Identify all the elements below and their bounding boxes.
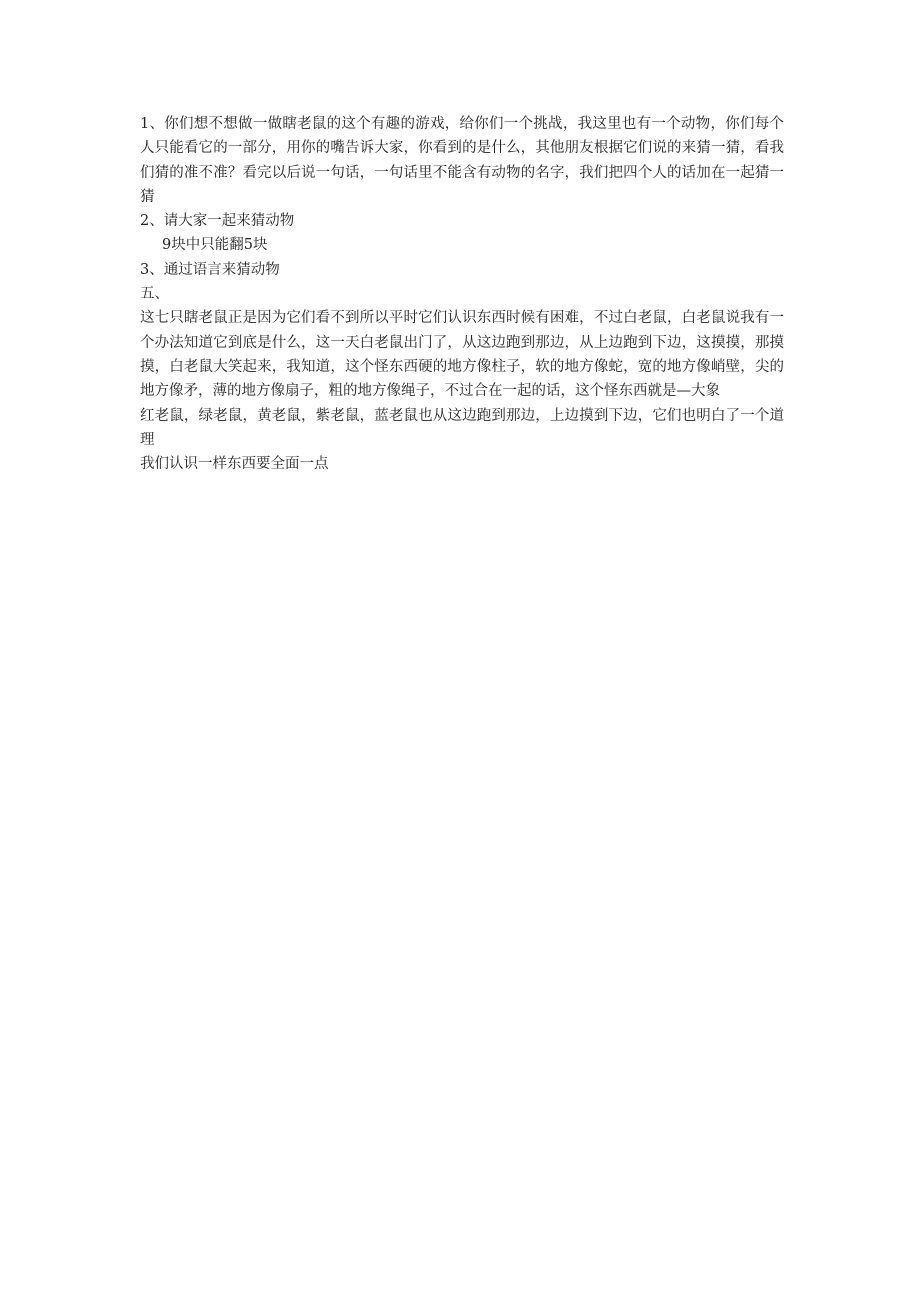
paragraph-story: 这七只瞎老鼠正是因为它们看不到所以平时它们认识东西时候有困难，不过白老鼠，白老鼠说我有一个办法知道它到底是什么，这一天白老鼠出门了，从这边跑到那边，从上边跑到下边，这摸摸，那摸摸，白老鼠大笑起来，我知道，这个怪东西硬的地方像柱子，软的地方像蛇，宽的地方像峭壁，尖的地方像矛，薄的地方像扇子，粗的地方像绳子，不过合在一起的话，这个怪东西就是—大象 [140, 310, 784, 400]
paragraph-other-mice: 红老鼠，绿老鼠，黄老鼠，紫老鼠，蓝老鼠也从这边跑到那边，上边摸到下边，它们也明白了一个道理 [140, 407, 784, 448]
paragraph-tile-rule: 9块中只能翻5块 [162, 237, 268, 254]
paragraph-activity-1: 1、你们想不想做一做瞎老鼠的这个有趣的游戏，给你们一个挑战，我这里也有一个动物，你们每个人只能看它的一部分，用你的嘴告诉大家，你看到的是什么，其他朋友根据它们说的来猜一猜，看我们猜的准不准？看完以后说一句话，一句话里不能含有动物的名字，我们把四个人的话加在一起猜一猜 [140, 116, 784, 205]
paragraph-activity-2: 2、请大家一起来猜动物 [140, 213, 295, 230]
paragraph-activity-3: 3、通过语言来猜动物 [140, 261, 280, 278]
section-heading-five: 五、 [140, 286, 169, 303]
document-body [140, 112, 784, 476]
paragraph-conclusion: 我们认识一样东西要全面一点 [140, 456, 329, 473]
